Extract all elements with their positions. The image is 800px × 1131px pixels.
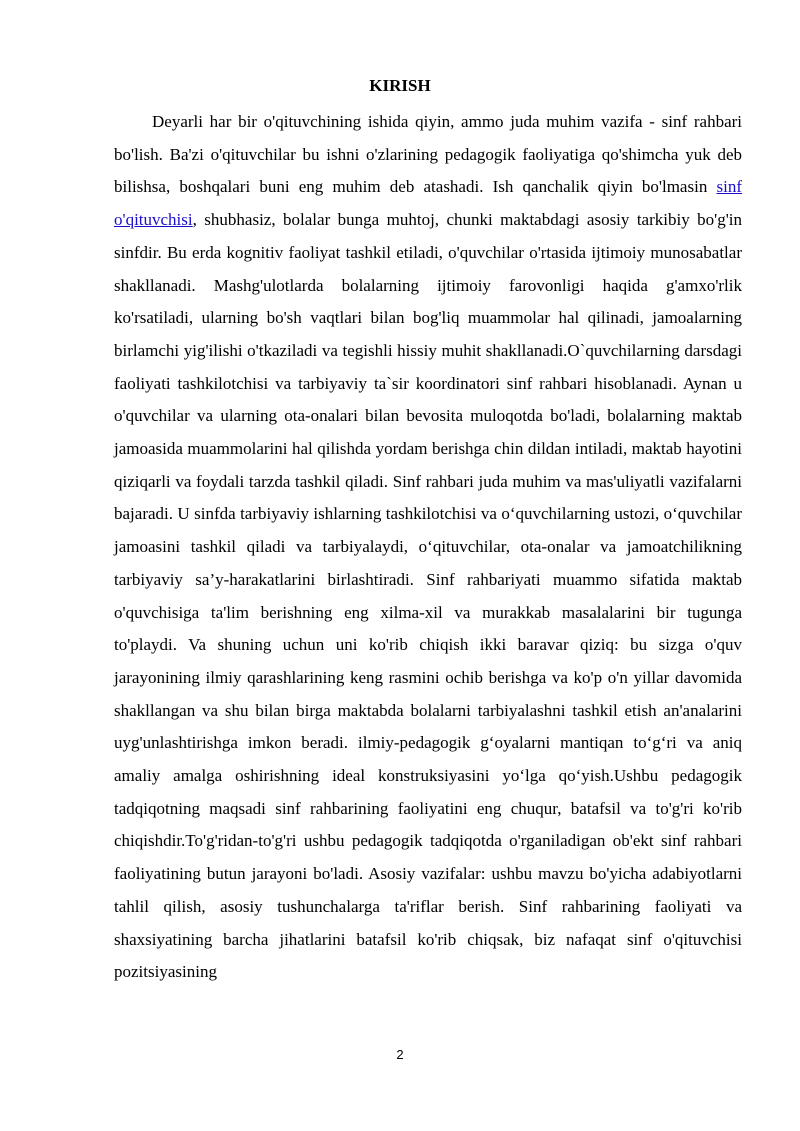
- sinf-oqituvchisi-link[interactable]: sinf o'qituvchisi: [114, 177, 742, 230]
- paragraph-text-part1: Deyarli har bir o'qituvchining ishida qiyin, ammo juda muhim vazifa - sinf rahbari bo'lish. Ba'zi o'qituvchilar bu ishni o'zlarining pedagogik faoliyatiga qo'shimcha yuk deb bilishsa, boshqalari buni eng muhim deb atashadi. Ish qanchalik qiyin bo'lmasin: [114, 112, 742, 197]
- section-title: KIRISH: [369, 76, 431, 95]
- paragraph-text-part2: , shubhasiz, bolalar bunga muhtoj, chunki maktabdagi asosiy tarkibiy bo'g'in sinfdir. Bu erda kognitiv faoliyat tashkil etiladi, o'quvchilar o'rtasida ijtimoiy munosabatlar shakllanadi. Mashg'ulotlarda bolalarning ijtimoiy farovonligi haqida g'amxo'rlik ko'rsatiladi, ularning bo'sh vaqtlari bilan bog'liq muammolar hal qilinadi, jamoalarning birlamchi yig'ilishi o'tkaziladi va tegishli hissiy muhit shakllanadi.O`quvchilarning darsdagi faoliyati tashkilotchisi va tarbiyaviy ta`sir koordinatori sinf rahbari hisoblanadi. Aynan u o'quvchilar va ularning ota-onalari bilan bevosita muloqotda bo'ladi, bolalarning maktab jamoasida muammolarini hal qilishda yordam berishga chin dildan intiladi, maktab hayotini qiziqarli va foydali tarzda tashkil qiladi. Sinf rahbari juda muhim va mas'uliyatli vazifalarni bajaradi. U sinfda tarbiyaviy ishlarning tashkilotchisi va o‘quvchilarning ustozi, o‘quvchilar jamoasini tashkil qiladi va tarbiyalaydi, o‘qituvchilar, ota-onalar va jamoatchilikning tarbiyaviy sa’y-harakatlarini birlashtiradi. Sinf rahbariyati muammo sifatida maktab o'quvchisiga ta'lim berishning eng xilma-xil va murakkab masalalarini bir tugunga to'playdi. Va shuning uchun uni ko'rib chiqish ikki baravar qiziq: bu sizga o'quv jarayonining ilmiy qarashlarining keng rasmini ochib berishga va ko'p o'n yillar davomida shakllangan va shu bilan birga maktabda bolalarni tarbiyalashni tashkil etish an'analarini uyg'unlashtirishga imkon beradi. ilmiy-pedagogik g‘oyalarni mantiqan to‘g‘ri va aniq amaliy amalga oshirishning ideal konstruksiyasini yo‘lga qo‘yish.Ushbu pedagogik tadqiqotning maqsadi sinf rahbarining faoliyatini eng chuqur, batafsil va to'g'ri ko'rib chiqishdir.To'g'ridan-to'g'ri ushbu pedagogik tadqiqotda o'rganiladigan ob'ekt sinf rahbari faoliyatining butun jarayoni bo'ladi. Asosiy vazifalar: ushbu mavzu bo'yicha adabiyotlarni tahlil qilish, asosiy tushunchalarga ta'riflar berish. Sinf rahbarining faoliyati va shaxsiyatining barcha jihatlarini batafsil ko'rib chiqsak, biz nafaqat sinf o'qituvchisi pozitsiyasining: [114, 210, 742, 982]
- page-number: 2: [396, 1047, 404, 1062]
- body-paragraph: [114, 106, 742, 989]
